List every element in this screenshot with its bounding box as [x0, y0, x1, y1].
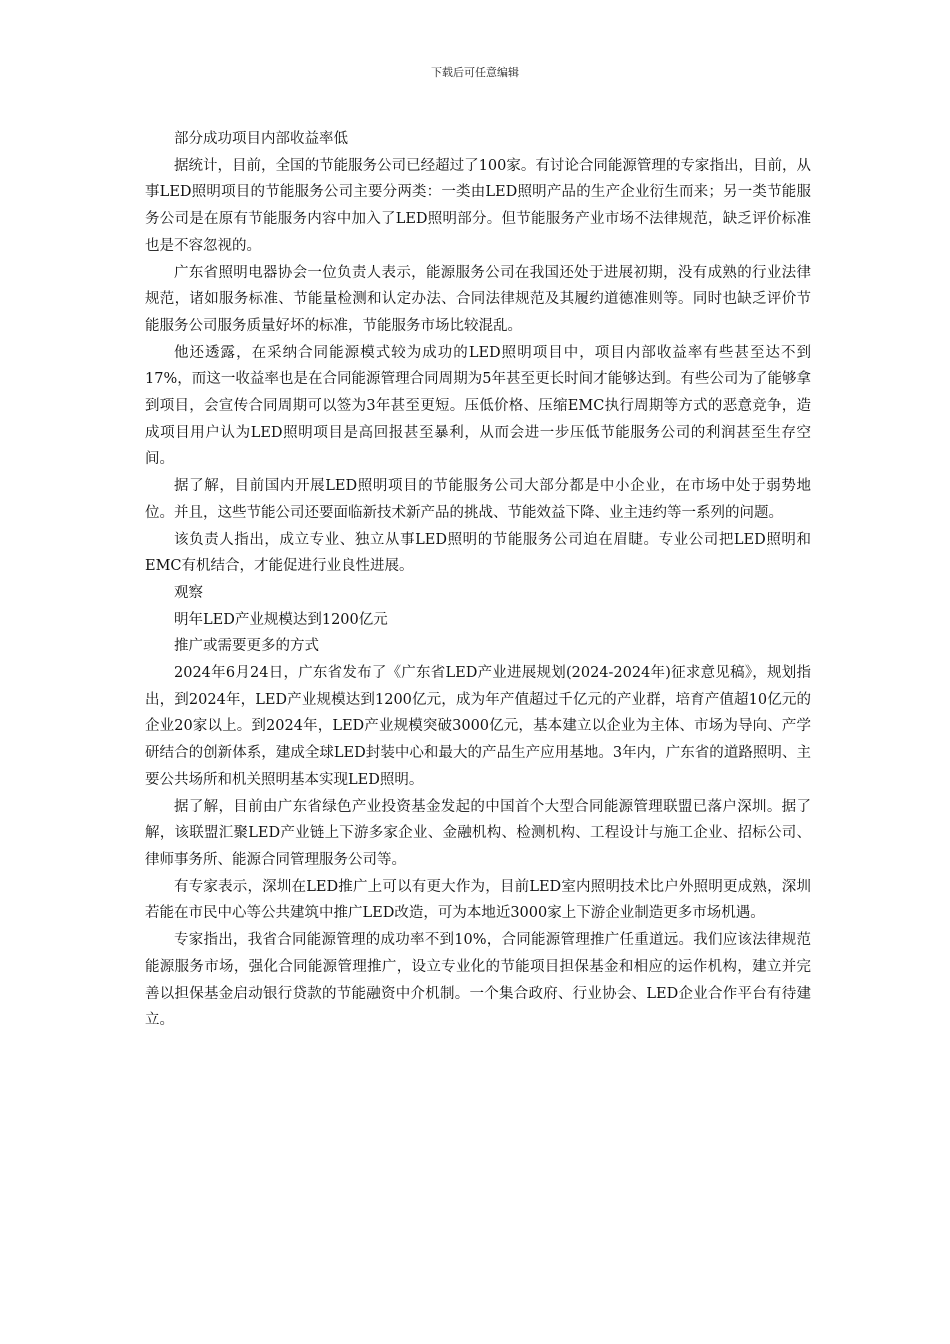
- paragraph: 他还透露，在采纳合同能源模式较为成功的LED照明项目中，项目内部收益率有些甚至达不到17%，而这一收益率也是在合同能源管理合同周期为5年甚至更长时间才能够达到。有些公司为了能够拿到项目，会宣传合同周期可以签为3年甚至更短。压低价格、压缩EMC执行周期等方式的恶意竞争，造成项目用户认为LED照明项目是高回报甚至暴利，从而会进一步压低节能服务公司的利润甚至生存空间。: [145, 344, 811, 468]
- section-title: 明年LED产业规模达到1200亿元: [174, 611, 388, 628]
- paragraph: 据了解，目前由广东省绿色产业投资基金发起的中国首个大型合同能源管理联盟已落户深圳。据了解，该联盟汇聚LED产业链上下游多家企业、金融机构、检测机构、工程设计与施工企业、招标公司、律师事务所、能源合同管理服务公司等。: [145, 798, 811, 868]
- section-subtitle: 推广或需要更多的方式: [174, 638, 319, 655]
- paragraph: 2024年6月24日，广东省发布了《广东省LED产业进展规划(2024-2024年)征求意见稿》，规划指出，到2024年，LED产业规模达到1200亿元，成为年产值超过千亿元的产业群，培育产值超10亿元的企业20家以上。到2024年，LED产业规模突破3000亿元，基本建立以企业为主体、市场为导向、产学研结合的创新体系，建成全球LED封装中心和最大的产品生产应用基地。3年内，广东省的道路照明、主要公共场所和机关照明基本实现LED照明。: [145, 665, 811, 788]
- section-label-observe: 观察: [174, 584, 203, 601]
- paragraph: 专家指出，我省合同能源管理的成功率不到10%，合同能源管理推广任重道远。我们应该法律规范能源服务市场，强化合同能源管理推广，设立专业化的节能项目担保基金和相应的运作机构，建立并完善以担保基金启动银行贷款的节能融资中介机制。一个集合政府、行业协会、LED企业合作平台有待建立。: [145, 932, 811, 1029]
- paragraph-heading-low-return: 部分成功项目内部收益率低: [174, 131, 348, 147]
- paragraph: 据了解，目前国内开展LED照明项目的节能服务公司大部分都是中小企业，在市场中处于弱势地位。并且，这些节能公司还要面临新技术新产品的挑战、节能效益下降、业主违约等一系列的问题。: [145, 478, 811, 521]
- page-header: 下载后可任意编辑: [431, 66, 519, 79]
- paragraph: 有专家表示，深圳在LED推广上可以有更大作为，目前LED室内照明技术比户外照明更成熟，深圳若能在市民中心等公共建筑中推广LED改造，可为本地近3000家上下游企业制造更多市场机遇。: [145, 878, 811, 922]
- paragraph: 据统计，目前，全国的节能服务公司已经超过了100家。有讨论合同能源管理的专家指出，目前，从事LED照明项目的节能服务公司主要分两类：一类由LED照明产品的生产企业衍生而来；另一类节能服务公司是在原有节能服务内容中加入了LED照明部分。但节能服务产业市场不法律规范，缺乏评价标准也是不容忽视的。: [145, 157, 811, 254]
- paragraph: 该负责人指出，成立专业、独立从事LED照明的节能服务公司迫在眉睫。专业公司把LED照明和EMC有机结合，才能促进行业良性进展。: [145, 531, 811, 575]
- paragraph: 广东省照明电器协会一位负责人表示，能源服务公司在我国还处于进展初期，没有成熟的行业法律规范，诸如服务标准、节能量检测和认定办法、合同法律规范及其履约道德准则等。同时也缺乏评价节能服务公司服务质量好坏的标准，节能服务市场比较混乱。: [145, 264, 811, 334]
- document-body: [145, 126, 811, 1034]
